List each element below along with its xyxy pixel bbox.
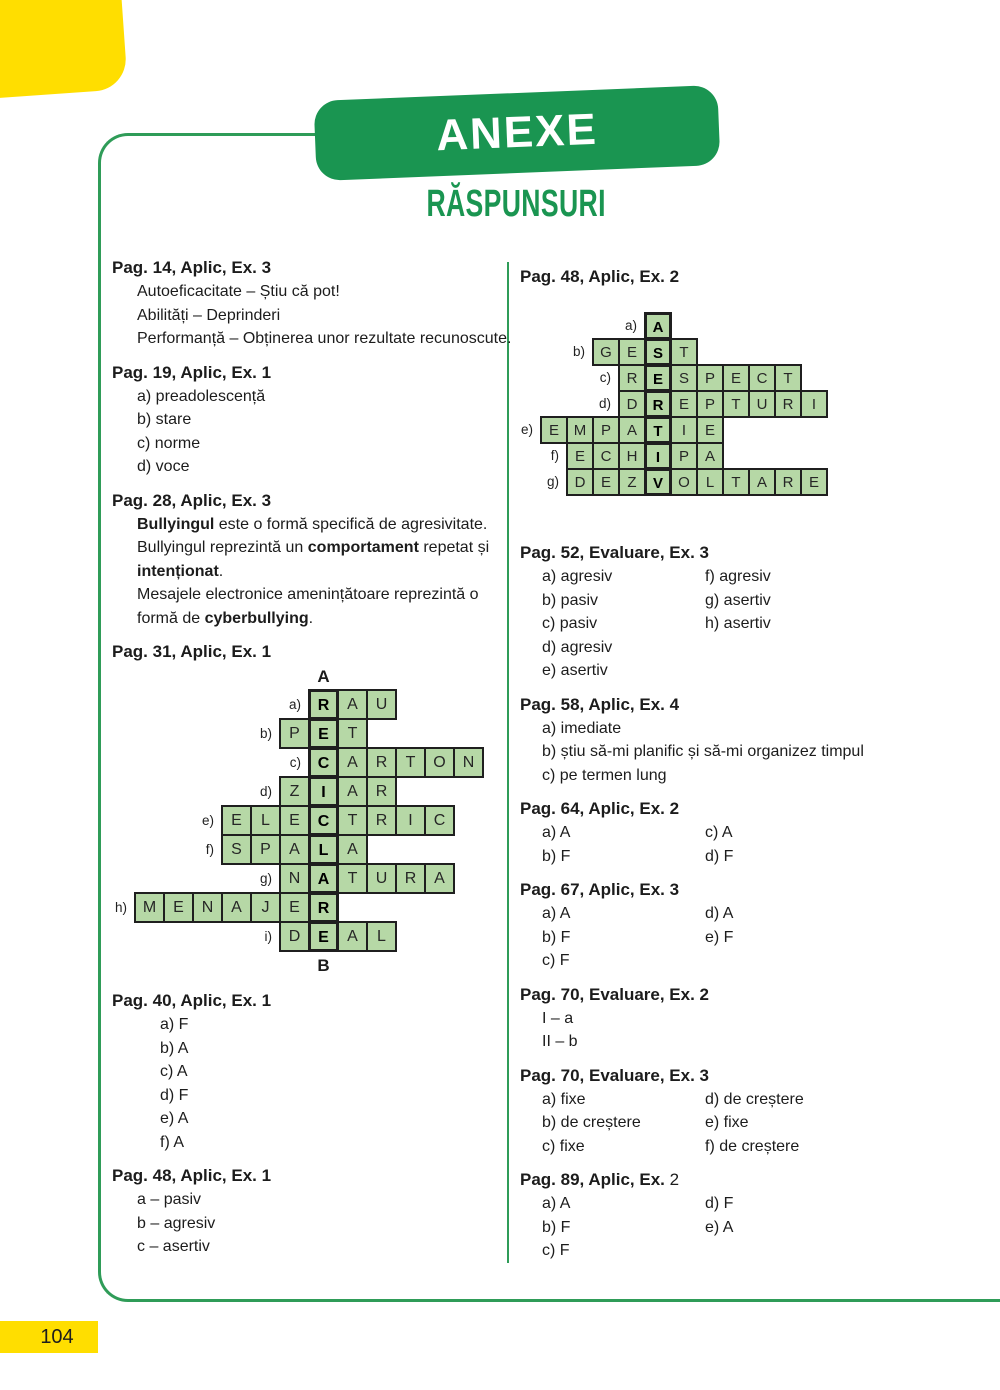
answer-item: a) fixe <box>542 1090 586 1108</box>
section-title-text: Pag. 14, Aplic, Ex. 3 <box>112 258 272 277</box>
crossword-cell: A <box>644 312 672 340</box>
crossword-grid <box>520 291 932 531</box>
crossword-cell: D <box>618 390 646 418</box>
crossword-cell: P <box>279 718 310 749</box>
crossword-cell: R <box>618 364 646 392</box>
crossword-top-label: A <box>317 667 330 686</box>
text-segment: este o formă specifică de agresivitate. <box>214 515 488 533</box>
crossword-cell: E <box>618 338 646 366</box>
answer-section <box>112 255 512 351</box>
crossword-row-label: b) <box>572 344 585 359</box>
section-heading <box>520 877 932 902</box>
answer-item: d) F <box>705 847 734 865</box>
crossword-cell: R <box>774 390 802 418</box>
crossword-cell: H <box>618 442 646 470</box>
crossword-cell: S <box>644 338 672 366</box>
crossword-cell: E <box>163 892 194 923</box>
answer-item: e) asertiv <box>542 662 608 679</box>
answer-item: a) A <box>542 824 571 841</box>
crossword-cell: T <box>337 863 368 894</box>
page-subtitle: RĂSPUNSURI <box>426 183 606 225</box>
crossword-row-label: e) <box>520 422 533 437</box>
answer-line: II – b <box>542 1033 578 1050</box>
crossword-cell: R <box>308 689 339 720</box>
section-heading <box>112 988 508 1013</box>
section-title-text: Pag. 48, Aplic, Ex. 2 <box>520 267 680 286</box>
text-segment: Bullyingul reprezintă un <box>137 539 308 556</box>
crossword-cell: V <box>644 468 672 496</box>
answer-item: a) A <box>542 905 571 922</box>
section-title-text: Pag. 70, Evaluare, Ex. 3 <box>520 1065 710 1085</box>
section-title-text: Pag. 70, Evaluare, Ex. 2 <box>520 984 710 1004</box>
crossword-cell: S <box>221 834 252 865</box>
text-segment: . <box>308 609 314 627</box>
crossword-row-label: d) <box>598 396 611 411</box>
answer-line: d) voce <box>137 458 190 475</box>
crossword-row-label: g) <box>259 871 272 886</box>
answer-line <box>112 583 508 607</box>
frame-cover <box>716 126 1000 140</box>
answer-section <box>112 1163 508 1259</box>
answer-section <box>520 1167 932 1263</box>
crossword-cell: E <box>644 364 672 392</box>
crossword-cell: L <box>366 921 397 952</box>
section-title-text: Pag. 19, Aplic, Ex. 1 <box>112 362 272 382</box>
crossword-cell: A <box>424 863 455 894</box>
crossword-row-label: a) <box>288 697 301 712</box>
banner-title: ANEXE <box>435 104 599 161</box>
crossword-cell: E <box>279 805 310 836</box>
section-title-text: Pag. 48, Aplic, Ex. 1 <box>112 1166 272 1185</box>
crossword-cell: L <box>250 805 281 836</box>
answer-item: b) F <box>542 847 571 865</box>
answer-section <box>520 796 932 868</box>
crossword-cell: M <box>566 416 594 444</box>
crossword-cell: A <box>221 892 252 923</box>
crossword-row-label: i) <box>264 929 272 944</box>
answer-section <box>112 988 508 1154</box>
answer-item: c) A <box>705 824 733 841</box>
crossword-cell: M <box>134 892 165 923</box>
answers-column-left <box>112 255 512 1268</box>
answer-section <box>520 540 932 683</box>
crossword-cell: U <box>366 863 397 894</box>
answer-item: e) F <box>705 928 734 946</box>
crossword-cell: D <box>566 468 594 496</box>
answer-item: d) agresiv <box>542 638 613 656</box>
answer-line <box>520 589 932 613</box>
crossword-row-label: c) <box>599 370 611 385</box>
crossword-cell: E <box>308 718 339 749</box>
crossword-cell: R <box>395 863 426 894</box>
crossword-cell: A <box>337 921 368 952</box>
crossword-cell: R <box>774 468 802 496</box>
answer-line: a) F <box>160 1016 189 1033</box>
answer-line <box>520 612 932 636</box>
section-heading <box>520 796 932 821</box>
crossword-cell: O <box>670 468 698 496</box>
answer-item: h) asertiv <box>705 615 771 632</box>
crossword-cell: P <box>592 416 620 444</box>
answer-line <box>520 636 932 660</box>
answer-section <box>520 264 932 531</box>
answer-line <box>520 1135 932 1159</box>
crossword-cell: T <box>722 390 750 418</box>
crossword-cell: T <box>395 747 426 778</box>
crossword-cell: I <box>800 390 828 418</box>
answer-line: c – asertiv <box>137 1238 210 1255</box>
crossword-cell: E <box>592 468 620 496</box>
crossword-cell: I <box>308 776 339 807</box>
answer-item: c) F <box>542 952 570 969</box>
subtitle-wrap <box>316 183 716 226</box>
section-heading <box>520 1167 932 1192</box>
answer-item: d) F <box>705 1195 734 1212</box>
crossword-cell: U <box>366 689 397 720</box>
crossword-cell: N <box>192 892 223 923</box>
answer-line: b – agresiv <box>137 1214 216 1232</box>
answer-line: Abilități – Deprinderi <box>137 306 281 324</box>
crossword-cell: T <box>722 468 750 496</box>
answer-line: c) A <box>160 1063 188 1080</box>
answer-item: c) pasiv <box>542 615 598 632</box>
crossword-cell: J <box>250 892 281 923</box>
answers-column-right <box>520 255 932 1272</box>
answer-line: a – pasiv <box>137 1191 202 1208</box>
crossword-cell: T <box>337 718 368 749</box>
answer-line: a) preadolescență <box>137 387 266 405</box>
answer-line <box>520 1088 932 1112</box>
section-title-text: Pag. 89, Aplic, Ex. <box>520 1170 670 1189</box>
crossword-cell: E <box>221 805 252 836</box>
crossword-cell: S <box>670 364 698 392</box>
answer-line: Autoeficacitate – Știu că pot! <box>137 283 340 300</box>
section-title-text: Pag. 31, Aplic, Ex. 1 <box>112 642 272 661</box>
crossword-grid <box>112 666 508 979</box>
answer-item: c) fixe <box>542 1137 585 1155</box>
crossword-cell: Z <box>618 468 646 496</box>
answer-section <box>520 692 932 788</box>
crossword-row-label: b) <box>259 726 272 741</box>
crossword-cell: A <box>337 834 368 865</box>
section-heading <box>112 488 508 513</box>
answer-item: e) A <box>705 1218 734 1236</box>
crossword-cell: E <box>279 892 310 923</box>
answer-section <box>112 639 508 979</box>
crossword-row-label: e) <box>201 813 214 828</box>
section-title-text: Pag. 28, Aplic, Ex. 3 <box>112 490 272 510</box>
answer-item: f) agresiv <box>705 568 771 585</box>
crossword-row-label: d) <box>259 784 272 799</box>
section-title-text: Pag. 52, Evaluare, Ex. 3 <box>520 543 710 562</box>
crossword-cell: I <box>644 442 672 470</box>
crossword-cell: R <box>644 390 672 418</box>
section-heading <box>520 264 932 289</box>
crossword-row-label: g) <box>546 474 559 489</box>
answer-item: d) A <box>705 905 734 922</box>
crossword-cell: U <box>748 390 776 418</box>
section-heading <box>520 982 932 1007</box>
crossword-cell: E <box>800 468 828 496</box>
answer-line <box>520 659 932 683</box>
answer-section <box>520 982 932 1054</box>
crossword-cell: E <box>696 416 724 444</box>
text-segment: repetat și <box>418 539 490 556</box>
answer-line <box>520 1192 932 1216</box>
answer-line <box>520 821 932 845</box>
crossword-cell: A <box>618 416 646 444</box>
answer-item: e) fixe <box>705 1114 749 1131</box>
crossword-cell: C <box>308 805 339 836</box>
answer-line <box>520 845 932 869</box>
text-segment: . <box>218 562 224 580</box>
crossword-cell: A <box>748 468 776 496</box>
text-segment: cyberbullying <box>204 609 309 627</box>
answer-line <box>112 607 508 631</box>
answer-line <box>520 565 932 589</box>
crossword-cell: T <box>670 338 698 366</box>
answer-item: b) pasiv <box>542 591 599 609</box>
answer-line: c) norme <box>137 434 201 452</box>
crossword-row-label: f) <box>550 448 559 463</box>
crossword-cell: L <box>308 834 339 865</box>
crossword-cell: G <box>592 338 620 366</box>
answer-line: Performanță – Obținerea unor rezultate recunoscute. <box>137 330 512 347</box>
answer-line: f) A <box>160 1133 185 1151</box>
answer-line <box>112 560 508 584</box>
crossword-row-label: c) <box>289 755 301 770</box>
crossword-row-label: f) <box>205 842 214 857</box>
answer-item: b) F <box>542 928 571 946</box>
crossword-cell: R <box>366 805 397 836</box>
section-heading <box>112 1163 508 1188</box>
crossword-cell: C <box>592 442 620 470</box>
answer-line <box>112 513 508 537</box>
crossword-cell: A <box>337 689 368 720</box>
text-segment: comportament <box>307 539 419 556</box>
crossword-cell: P <box>670 442 698 470</box>
answer-section <box>112 360 508 479</box>
page-number: 104 <box>0 1321 98 1353</box>
crossword-cell: R <box>366 747 397 778</box>
answer-line: c) pe termen lung <box>542 766 667 784</box>
answer-item: d) de creștere <box>705 1090 804 1108</box>
crossword-cell: T <box>337 805 368 836</box>
crossword-cell: A <box>337 747 368 778</box>
crossword-cell: C <box>308 747 339 778</box>
answer-item: b) de creștere <box>542 1114 641 1131</box>
crossword-cell: I <box>670 416 698 444</box>
crossword-cell: C <box>748 364 776 392</box>
text-segment: Mesajele electronice amenințătoare reprezintă o <box>137 586 479 603</box>
answer-item: a) agresiv <box>542 568 613 585</box>
crossword-cell: P <box>696 390 724 418</box>
crossword-cell: A <box>279 834 310 865</box>
anexe-banner <box>314 85 721 181</box>
section-title-text: Pag. 64, Aplic, Ex. 2 <box>520 799 680 818</box>
answer-line <box>520 1239 932 1263</box>
answer-section <box>520 1063 932 1159</box>
answer-line <box>520 902 932 926</box>
crossword-cell: P <box>696 364 724 392</box>
section-title-text: Pag. 67, Aplic, Ex. 3 <box>520 880 680 899</box>
crossword-cell: L <box>696 468 724 496</box>
section-title-suffix: 2 <box>669 1170 680 1189</box>
answer-line <box>520 1111 932 1135</box>
answer-item: c) F <box>542 1242 570 1259</box>
crossword-cell: E <box>722 364 750 392</box>
section-title-text: Pag. 58, Aplic, Ex. 4 <box>520 694 680 714</box>
section-heading <box>112 255 508 280</box>
section-heading <box>112 360 508 385</box>
section-title-text: Pag. 40, Aplic, Ex. 1 <box>112 991 272 1010</box>
crossword-cell: E <box>540 416 568 444</box>
answer-line: b) A <box>160 1039 189 1057</box>
crossword-row-label: h) <box>114 900 127 915</box>
text-segment: formă de <box>137 609 205 627</box>
answer-line: b) stare <box>137 411 192 428</box>
crossword-cell: O <box>424 747 455 778</box>
answer-line: d) F <box>160 1086 189 1104</box>
crossword-cell: A <box>308 863 339 894</box>
crossword-bottom-label: B <box>317 956 330 975</box>
answer-line <box>520 1216 932 1240</box>
crossword-cell: E <box>566 442 594 470</box>
crossword-cell: T <box>774 364 802 392</box>
section-heading <box>520 692 932 717</box>
answer-item: g) asertiv <box>705 591 771 609</box>
crossword-cell: D <box>279 921 310 952</box>
crossword-cell: I <box>395 805 426 836</box>
answer-section <box>520 877 932 973</box>
answer-line: b) știu să-mi planific și să-mi organizez timpul <box>542 743 864 760</box>
crossword-cell: C <box>424 805 455 836</box>
section-heading <box>112 639 508 664</box>
answer-line: a) imediate <box>542 719 622 737</box>
crossword-cell: R <box>308 892 339 923</box>
answer-line: I – a <box>542 1009 574 1027</box>
corner-decoration <box>0 0 128 99</box>
crossword-cell: R <box>366 776 397 807</box>
section-heading <box>520 1063 932 1088</box>
crossword-cell: T <box>644 416 672 444</box>
crossword-cell: Z <box>279 776 310 807</box>
crossword-cell: N <box>453 747 484 778</box>
crossword-cell: E <box>670 390 698 418</box>
text-segment: Bullyingul <box>137 515 215 533</box>
crossword-cell: E <box>308 921 339 952</box>
answer-line <box>112 536 508 560</box>
section-heading <box>520 540 932 565</box>
crossword-cell: N <box>279 863 310 894</box>
text-segment: intenționat <box>137 562 219 580</box>
answer-line <box>520 949 932 973</box>
answer-section <box>112 488 508 631</box>
answer-line: e) A <box>160 1110 189 1127</box>
answer-item: b) F <box>542 1218 571 1236</box>
crossword-row-label: a) <box>624 318 637 333</box>
crossword-cell: P <box>250 834 281 865</box>
answer-item: f) de creștere <box>705 1137 800 1155</box>
answer-line <box>520 926 932 950</box>
crossword-cell: A <box>337 776 368 807</box>
crossword-cell: A <box>696 442 724 470</box>
answer-item: a) A <box>542 1195 571 1212</box>
